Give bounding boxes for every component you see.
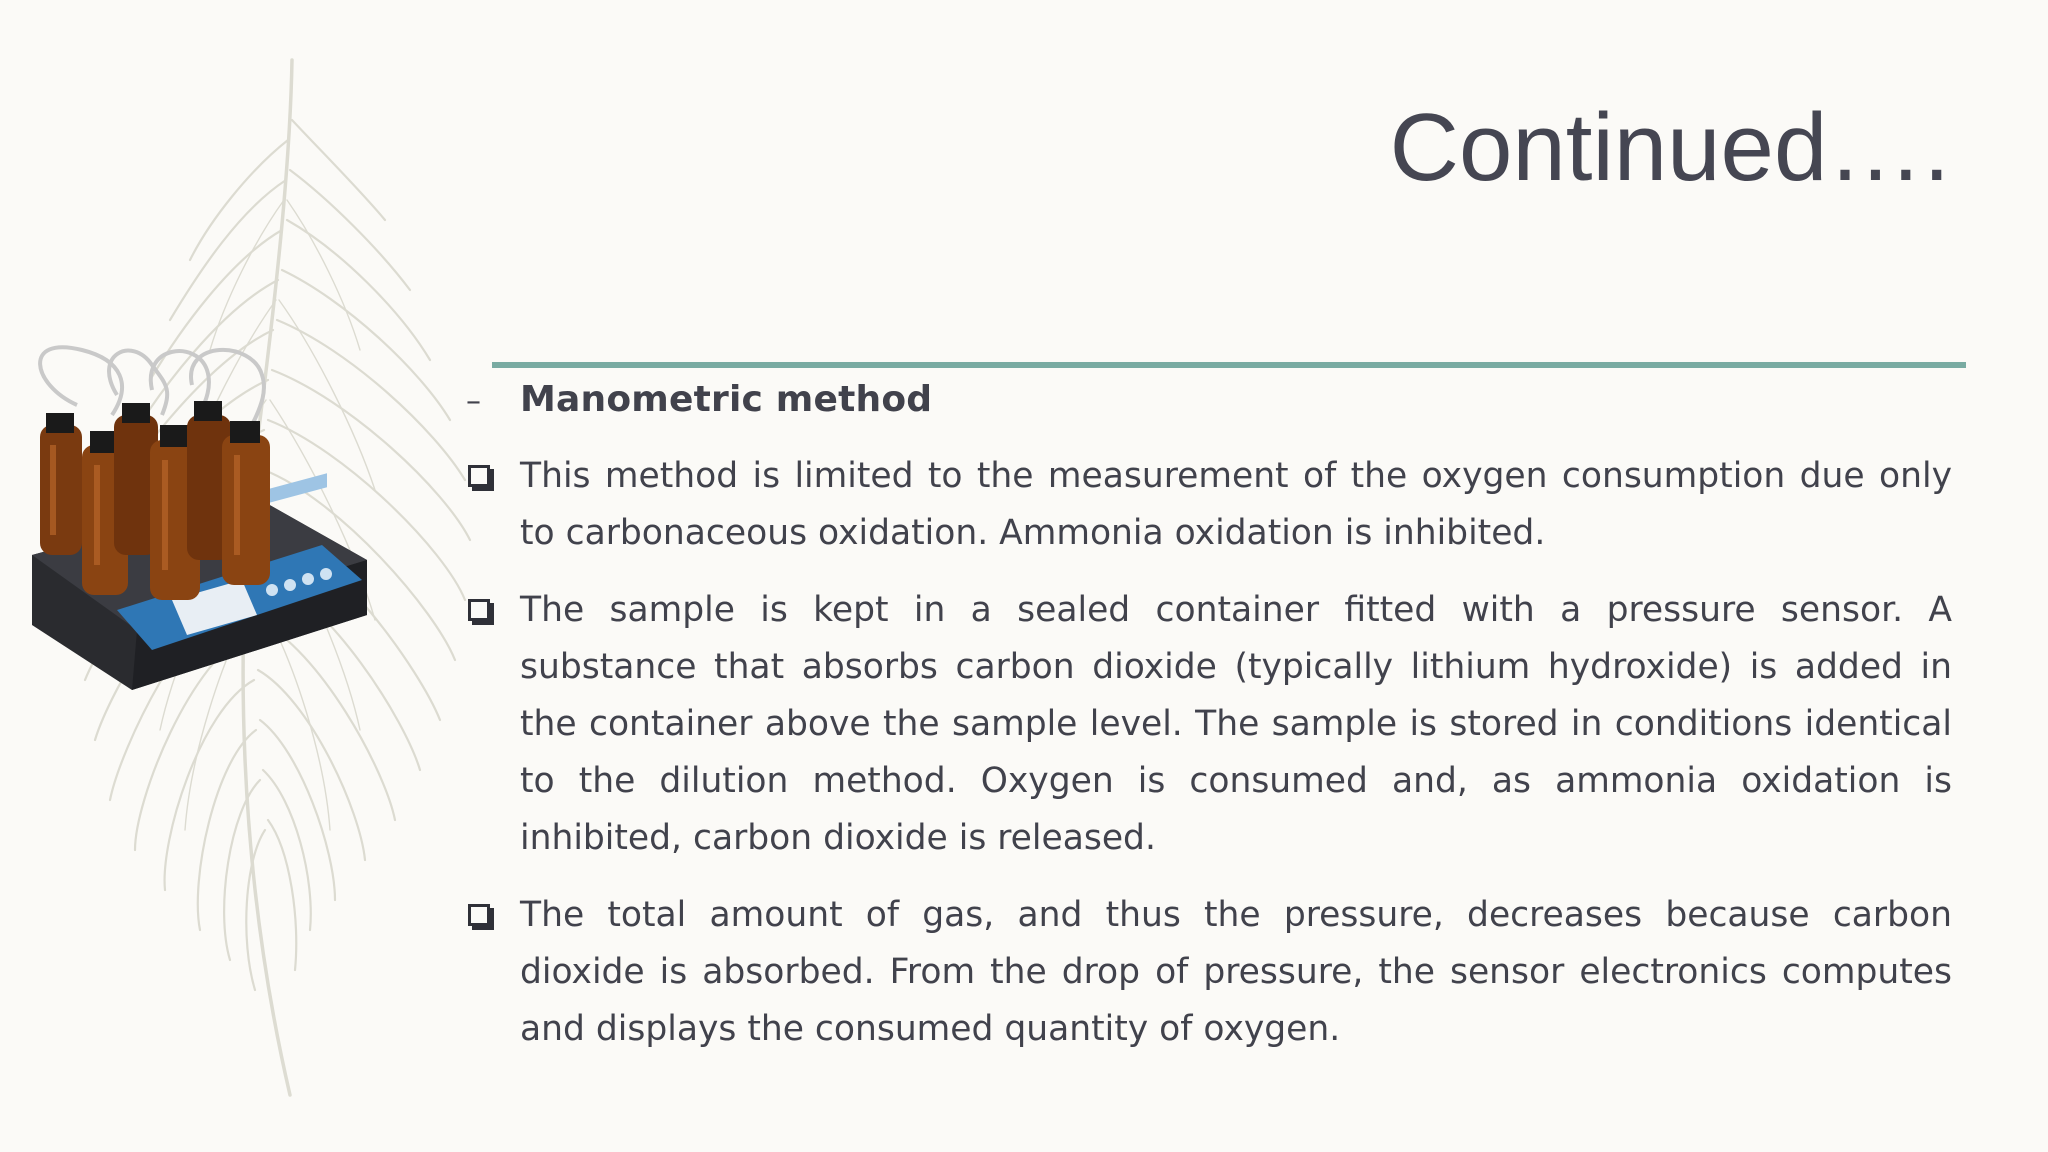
dash-bullet: – [466,384,481,419]
list-item [462,448,1952,562]
list-item [462,582,1952,867]
list-item-text: This method is limited to the measurement of the oxygen consumption due only to carbonaceous oxidation. Ammonia oxidation is inhibited. [520,456,1952,553]
square-checkbox-icon [468,465,490,487]
slide-title: Continued…. [1389,94,1950,201]
slide-content [462,372,1952,1058]
title-divider [492,362,1966,368]
section-heading-row [462,372,1952,428]
bod-respirometer-device [22,345,382,730]
list-item [462,887,1952,1058]
section-heading: Manometric method [520,379,933,420]
square-checkbox-icon [468,599,490,621]
list-item-text: The total amount of gas, and thus the pressure, decreases because carbon dioxide is absorbed. From the drop of pressure, the sensor electronics computes and displays the consumed quantity of oxygen. [520,895,1952,1049]
list-item-text: The sample is kept in a sealed container fitted with a pressure sensor. A substance that absorbs carbon dioxide (typically lithium hydroxide) is added in the container above the sample level. The sample is stored in conditions identical to the dilution method. Oxygen is consumed and, as ammonia oxidation is inhibited, carbon dioxide is released. [520,590,1952,858]
square-checkbox-icon [468,904,490,926]
